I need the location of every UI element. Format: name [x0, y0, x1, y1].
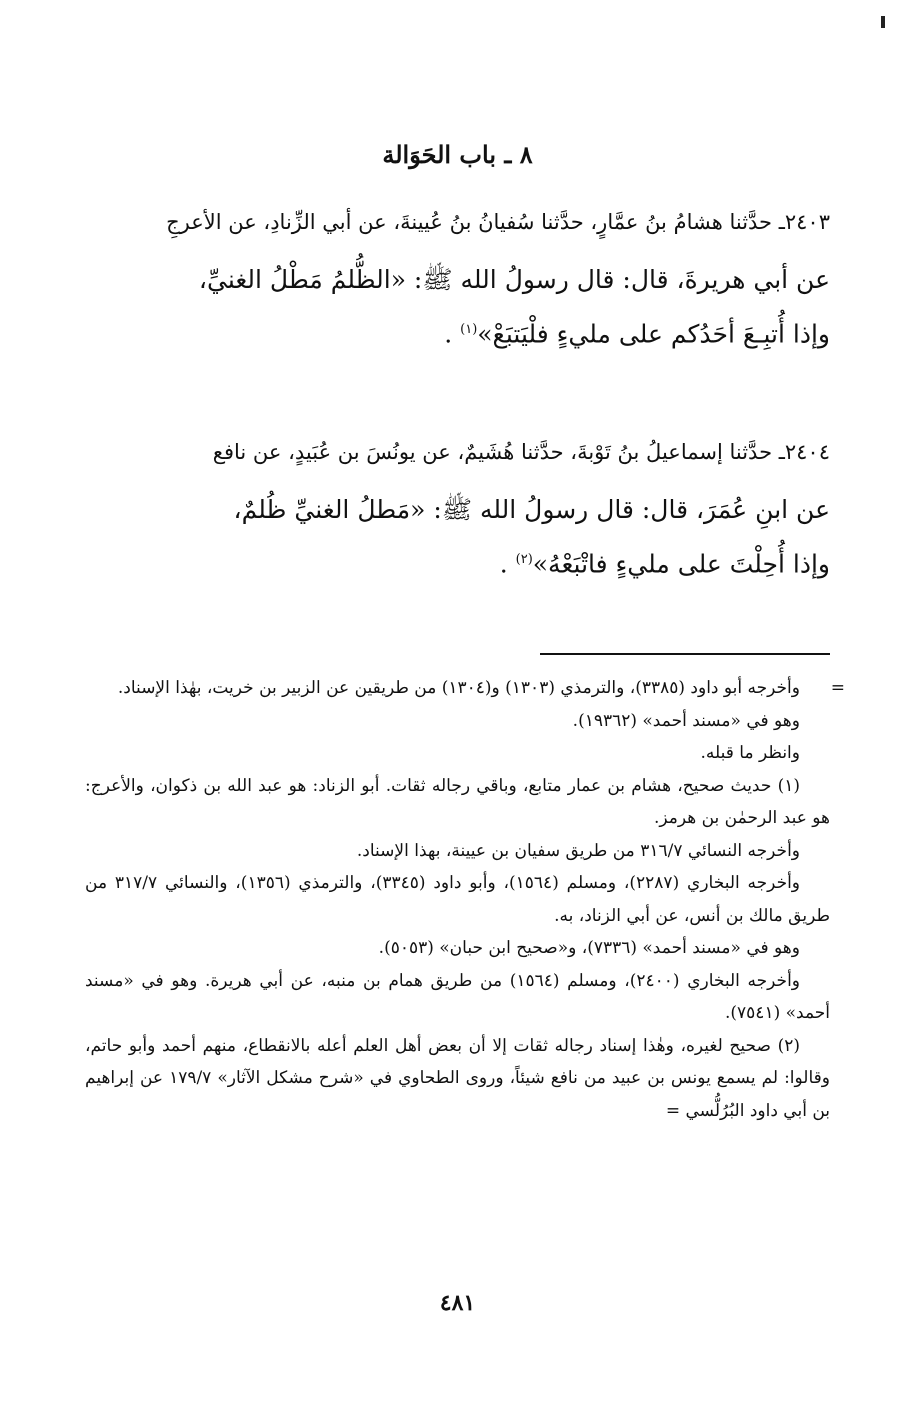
footnote-paragraph: وأخرجه البخاري (٢٢٨٧)، ومسلم (١٥٦٤)، وأبو داود (٣٣٤٥)، والترمذي (١٣٥٦)، والنسائي ٣١٧/٧ من طريق مالك بن أنس، عن أبي الزناد، به. — [85, 873, 830, 926]
footnote-paragraph: وهو في «مسند أحمد» (٧٣٣٦)، و«صحيح ابن حبان» (٥٠٥٣). — [378, 938, 800, 958]
hadith-2403 — [85, 200, 830, 359]
hadith-2404 — [85, 430, 830, 589]
footnote-paragraph: (٢) صحيح لغيره، وهٰذا إسناد رجاله ثقات إلا أن بعض أهل العلم أعله بالانقطاع، منهم أحمد وأبو حاتم، وقالوا: لم يسمع يونس بن عبيد من نافع شيئاً، وروى الطحاوي في «شرح مشكل الآثار» ١٧٩/٧ عن إبراهيم بن أبي داود البُرُلُّسي = — [85, 1035, 830, 1121]
footnote-paragraph: وأخرجه النسائي ٣١٦/٧ من طريق سفيان بن عيينة، بهذا الإسناد. — [356, 840, 800, 861]
hadith-isnad: ٢٤٠٣ـ حدَّثنا هشامُ بنُ عمَّارٍ، حدَّثنا سُفيانُ بنُ عُيينةَ، عن أبي الزِّنادِ، عن الأعرجِ — [166, 210, 830, 234]
matn-line-text: وإذا أُحِلْتَ على مليءٍ فاتْبَعْهُ» — [532, 549, 830, 579]
matn-line: عن ابنِ عُمَرَ، قال: قال رسولُ الله ﷺ: «مَطلُ الغنيِّ ظُلمٌ، — [233, 495, 830, 524]
footnotes — [85, 672, 830, 1127]
page-number: ٤٨١ — [439, 1290, 476, 1316]
continuation-mark: = — [830, 678, 845, 698]
footnote-paragraph: وأخرجه البخاري (٢٤٠٠)، ومسلم (١٥٦٤) من طريق همام بن منبه، عن أبي هريرة. وهو في «مسند أحمد» (٧٥٤١). — [85, 970, 830, 1023]
matn-line-text: وإذا أُتبِـعَ أحَدُكم على مليءٍ فلْيَتبَعْ» — [477, 319, 830, 349]
hadith-matn — [85, 255, 830, 359]
hadith-matn — [85, 485, 830, 589]
footnote-ref: (١) — [460, 322, 478, 337]
hadith-isnad: ٢٤٠٤ـ حدَّثنا إسماعيلُ بنُ تَوْبةَ، حدَّثنا هُشَيمٌ، عن يونُسَ بن عُبَيدٍ، عن نافع — [212, 440, 830, 464]
footnote-paragraph: وهو في «مسند أحمد» (١٩٣٦٢). — [572, 710, 800, 731]
matn-line: عن أبي هريرةَ، قال: قال رسولُ الله ﷺ: «الظُّلمُ مَطْلُ الغنيِّ، — [198, 265, 830, 294]
matn-line: وإذا أُحِلْتَ على مليءٍ فاتْبَعْهُ»$^{(٢)}$ . — [499, 549, 830, 579]
chapter-title: ٨ ـ باب الحَوَالة — [382, 140, 533, 169]
footnote-ref: (٢) — [515, 552, 533, 567]
footnote-paragraph: وانظر ما قبله. — [700, 743, 800, 763]
footnote-divider — [540, 653, 830, 655]
matn-line: وإذا أُتبِـعَ أحَدُكم على مليءٍ فلْيَتبَعْ»$^{(١)}$ . — [444, 319, 830, 349]
corner-mark — [881, 16, 885, 28]
footnote-paragraph: (١) حديث صحيح، هشام بن عمار متابع، وباقي رجاله ثقات. أبو الزناد: هو عبد الله بن ذكوان، والأعرج: هو عبد الرحمٰن بن هرمز. — [85, 775, 830, 828]
footnote-paragraph: وأخرجه أبو داود (٣٣٨٥)، والترمذي (١٣٠٣) و(١٣٠٤) من طريقين عن الزبير بن خريت، بهٰذا الإسناد. — [117, 678, 800, 698]
